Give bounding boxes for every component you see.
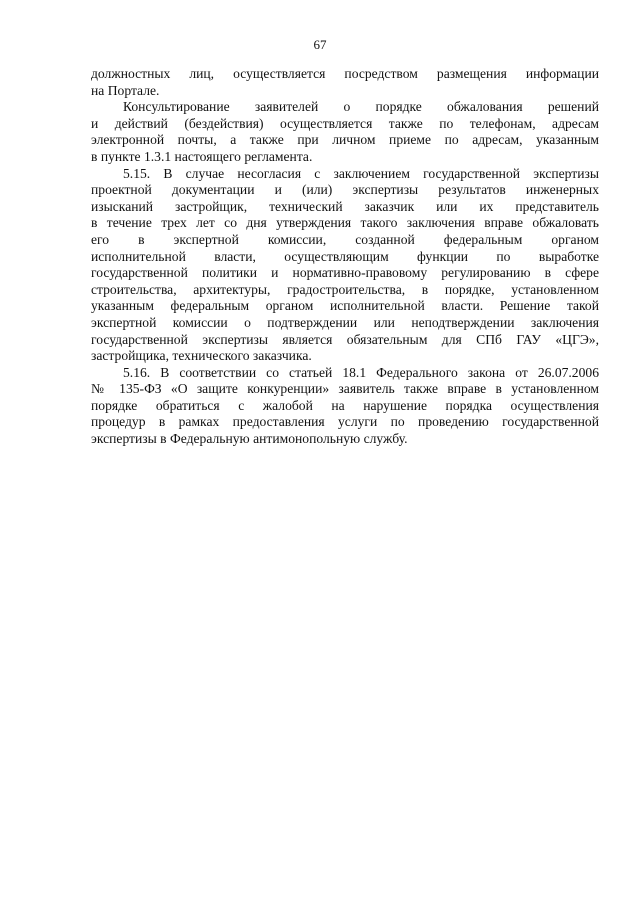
text-line: застройщика, технического заказчика. <box>91 348 312 364</box>
paragraph-2 <box>91 99 599 165</box>
text-line: 5.15. В случае несогласия с заключением государственной экспертизы <box>123 165 599 181</box>
text-line: его в экспертной комиссии, созданной федеральным органом <box>91 231 599 247</box>
paragraph-5-15 <box>91 166 599 365</box>
text-line: экспертной комиссии о подтверждении или неподтверждении заключения <box>91 314 599 330</box>
text-line: проектной документации и (или) экспертизы результатов инженерных <box>91 182 599 198</box>
text-line: государственной политики и нормативно-правовому регулированию в сфере <box>91 265 599 281</box>
text-line: указанным федеральным органом исполнительной власти. Решение такой <box>91 298 599 314</box>
text-line: строительства, архитектуры, градостроительства, в порядке, установленном <box>91 281 599 297</box>
text-line: и действий (бездействия) осуществляется также по телефонам, адресам <box>91 115 599 131</box>
text-line: 5.16. В соответствии со статьей 18.1 Федерального закона от 26.07.2006 <box>123 364 599 380</box>
text-line: изысканий застройщик, технический заказчик или их представитель <box>91 198 599 214</box>
text-line: исполнительной власти, осуществляющим функции по выработке <box>91 248 599 264</box>
document-text <box>91 66 599 448</box>
paragraph-1 <box>91 66 599 99</box>
text-line: на Портале. <box>91 82 160 98</box>
page-number: 67 <box>313 37 327 52</box>
text-line: электронной почты, а также при личном приеме по адресам, указанным <box>91 132 599 148</box>
text-line: Консультирование заявителей о порядке обжалования решений <box>123 99 599 115</box>
text-line: в течение трех лет со дня утверждения такого заключения вправе обжаловать <box>91 215 599 231</box>
text-line: процедур в рамках предоставления услуги по проведению государственной <box>91 414 599 430</box>
text-line: № 135-ФЗ «О защите конкуренции» заявитель также вправе в установленном <box>91 381 599 397</box>
text-line: должностных лиц, осуществляется посредством размещения информации <box>91 66 599 81</box>
text-line: порядке обратиться с жалобой на нарушение порядка осуществления <box>91 397 599 413</box>
text-line: государственной экспертизы является обязательным для СПб ГАУ «ЦГЭ», <box>91 331 599 347</box>
text-line: экспертизы в Федеральную антимонопольную службу. <box>91 431 408 447</box>
paragraph-5-16 <box>91 365 599 448</box>
text-line: в пункте 1.3.1 настоящего регламента. <box>91 148 313 164</box>
